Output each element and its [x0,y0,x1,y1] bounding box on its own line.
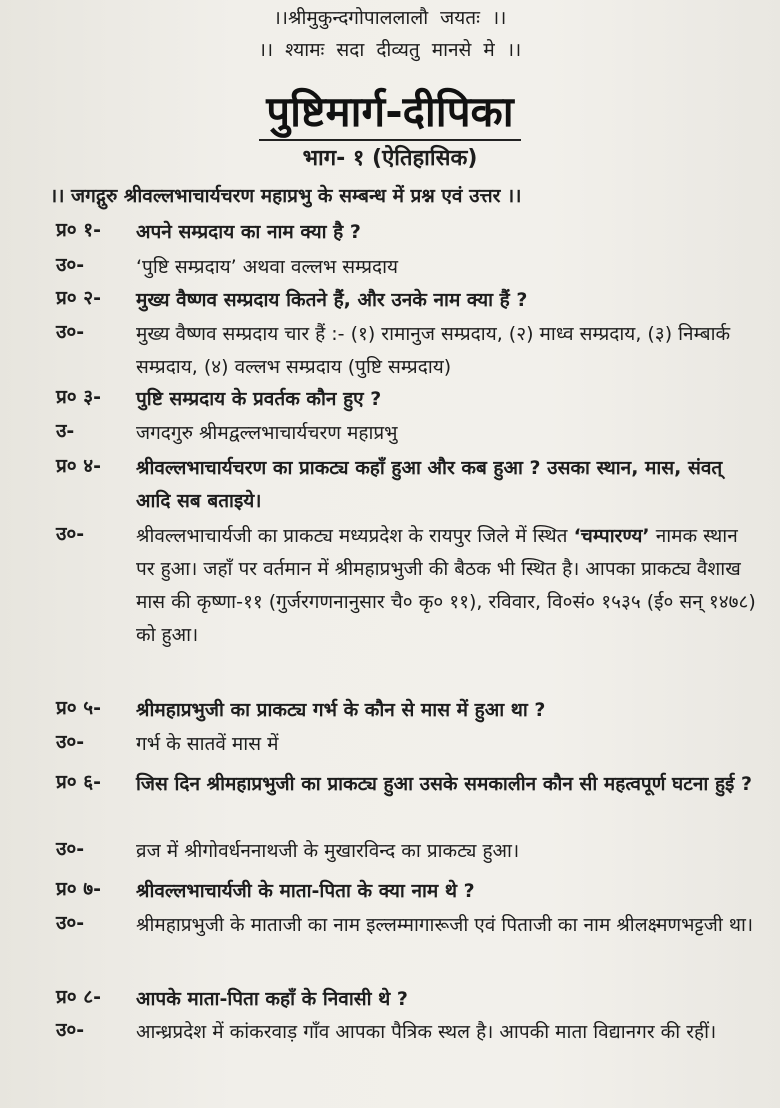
question-label: प्र० ७- [56,878,102,900]
answer-text [136,520,761,652]
question-text: पुष्टि सम्प्रदाय के प्रवर्तक कौन हुए ? [136,388,382,410]
invocation-line-1: ।।श्रीमुकुन्दगोपाललालौ जयतः ।। [273,7,507,29]
invocation-line-2: ।। श्यामः सदा दीव्यतु मानसे मे ।। [258,39,522,61]
answer-label: उ०- [56,838,85,860]
section-heading: ।। जगद्गुरु श्रीवल्लभाचार्यचरण महाप्रभु के सम्बन्ध में प्रश्न एवं उत्तर ।। [50,185,522,207]
answer-label: उ०- [56,254,85,276]
question-label: प्र० ४- [56,455,102,477]
answer-text: आन्ध्रप्रदेश में कांकरवाड़ गाँव आपका पैत्रिक स्थल है। आपकी माता विद्यानगर की रहीं। [136,1021,717,1043]
question-label: प्र० २- [56,287,102,309]
answer-label: उ०- [56,321,85,343]
answer-text: ‘पुष्टि सम्प्रदाय’ अथवा वल्लभ सम्प्रदाय [136,256,399,278]
answer-label: उ०- [56,731,85,753]
question-text: श्रीवल्लभाचार्यजी के माता-पिता के क्या नाम थे ? [136,880,475,902]
question-text: मुख्य वैष्णव सम्प्रदाय कितने हैं, और उनके नाम क्या हैं ? [136,289,528,311]
answer-label: उ०- [56,1019,85,1041]
answer-text: मुख्य वैष्णव सम्प्रदाय चार हैं :- (१) रामानुज सम्प्रदाय, (२) माध्व सम्प्रदाय, (३) निम्बार्क सम्प्रदाय, (४) वल्लभ सम्प्रदाय (पुष्टि सम्प्रदाय) [136,323,731,378]
answer-text-part-3: नामक स्थान पर हुआ। जहाँ पर वर्तमान में श्रीमहाप्रभुजी की बैठक भी स्थित है। आपका प्राकट्य वैशाख मास की कृष्णा-११ (गुर्जरगणनानुसार चै० कृ० ११), रविवार, वि०सं० १५३५ (ई० सन् १४७८) को हुआ। [136,525,756,646]
place-name-champaranya: ‘चम्पारण्य’ [573,525,650,547]
answer-text: गर्भ के सातवें मास में [136,733,279,755]
part-subtitle: भाग- १ (ऐतिहासिक) [302,146,478,171]
question-text: श्रीमहाप्रभुजी का प्राकट्य गर्भ के कौन से मास में हुआ था ? [136,699,546,721]
question-text: जिस दिन श्रीमहाप्रभुजी का प्राकट्य हुआ उसके समकालीन कौन सी महत्वपूर्ण घटना हुई ? [136,773,752,795]
answer-text-part-1: श्रीवल्लभाचार्यजी का प्राकट्य मध्यप्रदेश के रायपुर जिले में स्थित [136,525,574,547]
answer-label: उ०- [56,523,85,545]
answer-label: उ- [56,420,75,442]
question-label: प्र० ३- [56,386,102,408]
page-title: पुष्टिमार्ग-दीपिका [0,82,780,141]
question-label: प्र० १- [56,219,102,241]
answer-label: उ०- [56,912,85,934]
answer-text: व्रज में श्रीगोवर्धननाथजी के मुखारविन्द का प्राकट्य हुआ। [136,840,520,862]
question-text: श्रीवल्लभाचार्यचरण का प्राकट्य कहाँ हुआ और कब हुआ ? उसका स्थान, मास, संवत् आदि सब बताइये। [136,457,723,512]
answer-text: श्रीमहाप्रभुजी के माताजी का नाम इल्लम्मागारूजी एवं पिताजी का नाम श्रीलक्ष्मणभट्टजी था। [136,914,754,936]
answer-text: जगदगुरु श्रीमद्वल्लभाचार्यचरण महाप्रभु [136,422,398,444]
question-label: प्र० ६- [56,771,102,793]
question-text: अपने सम्प्रदाय का नाम क्या है ? [136,221,361,243]
question-text: आपके माता-पिता कहाँ के निवासी थे ? [136,988,408,1010]
question-label: प्र० ८- [56,986,102,1008]
question-label: प्र० ५- [56,697,102,719]
